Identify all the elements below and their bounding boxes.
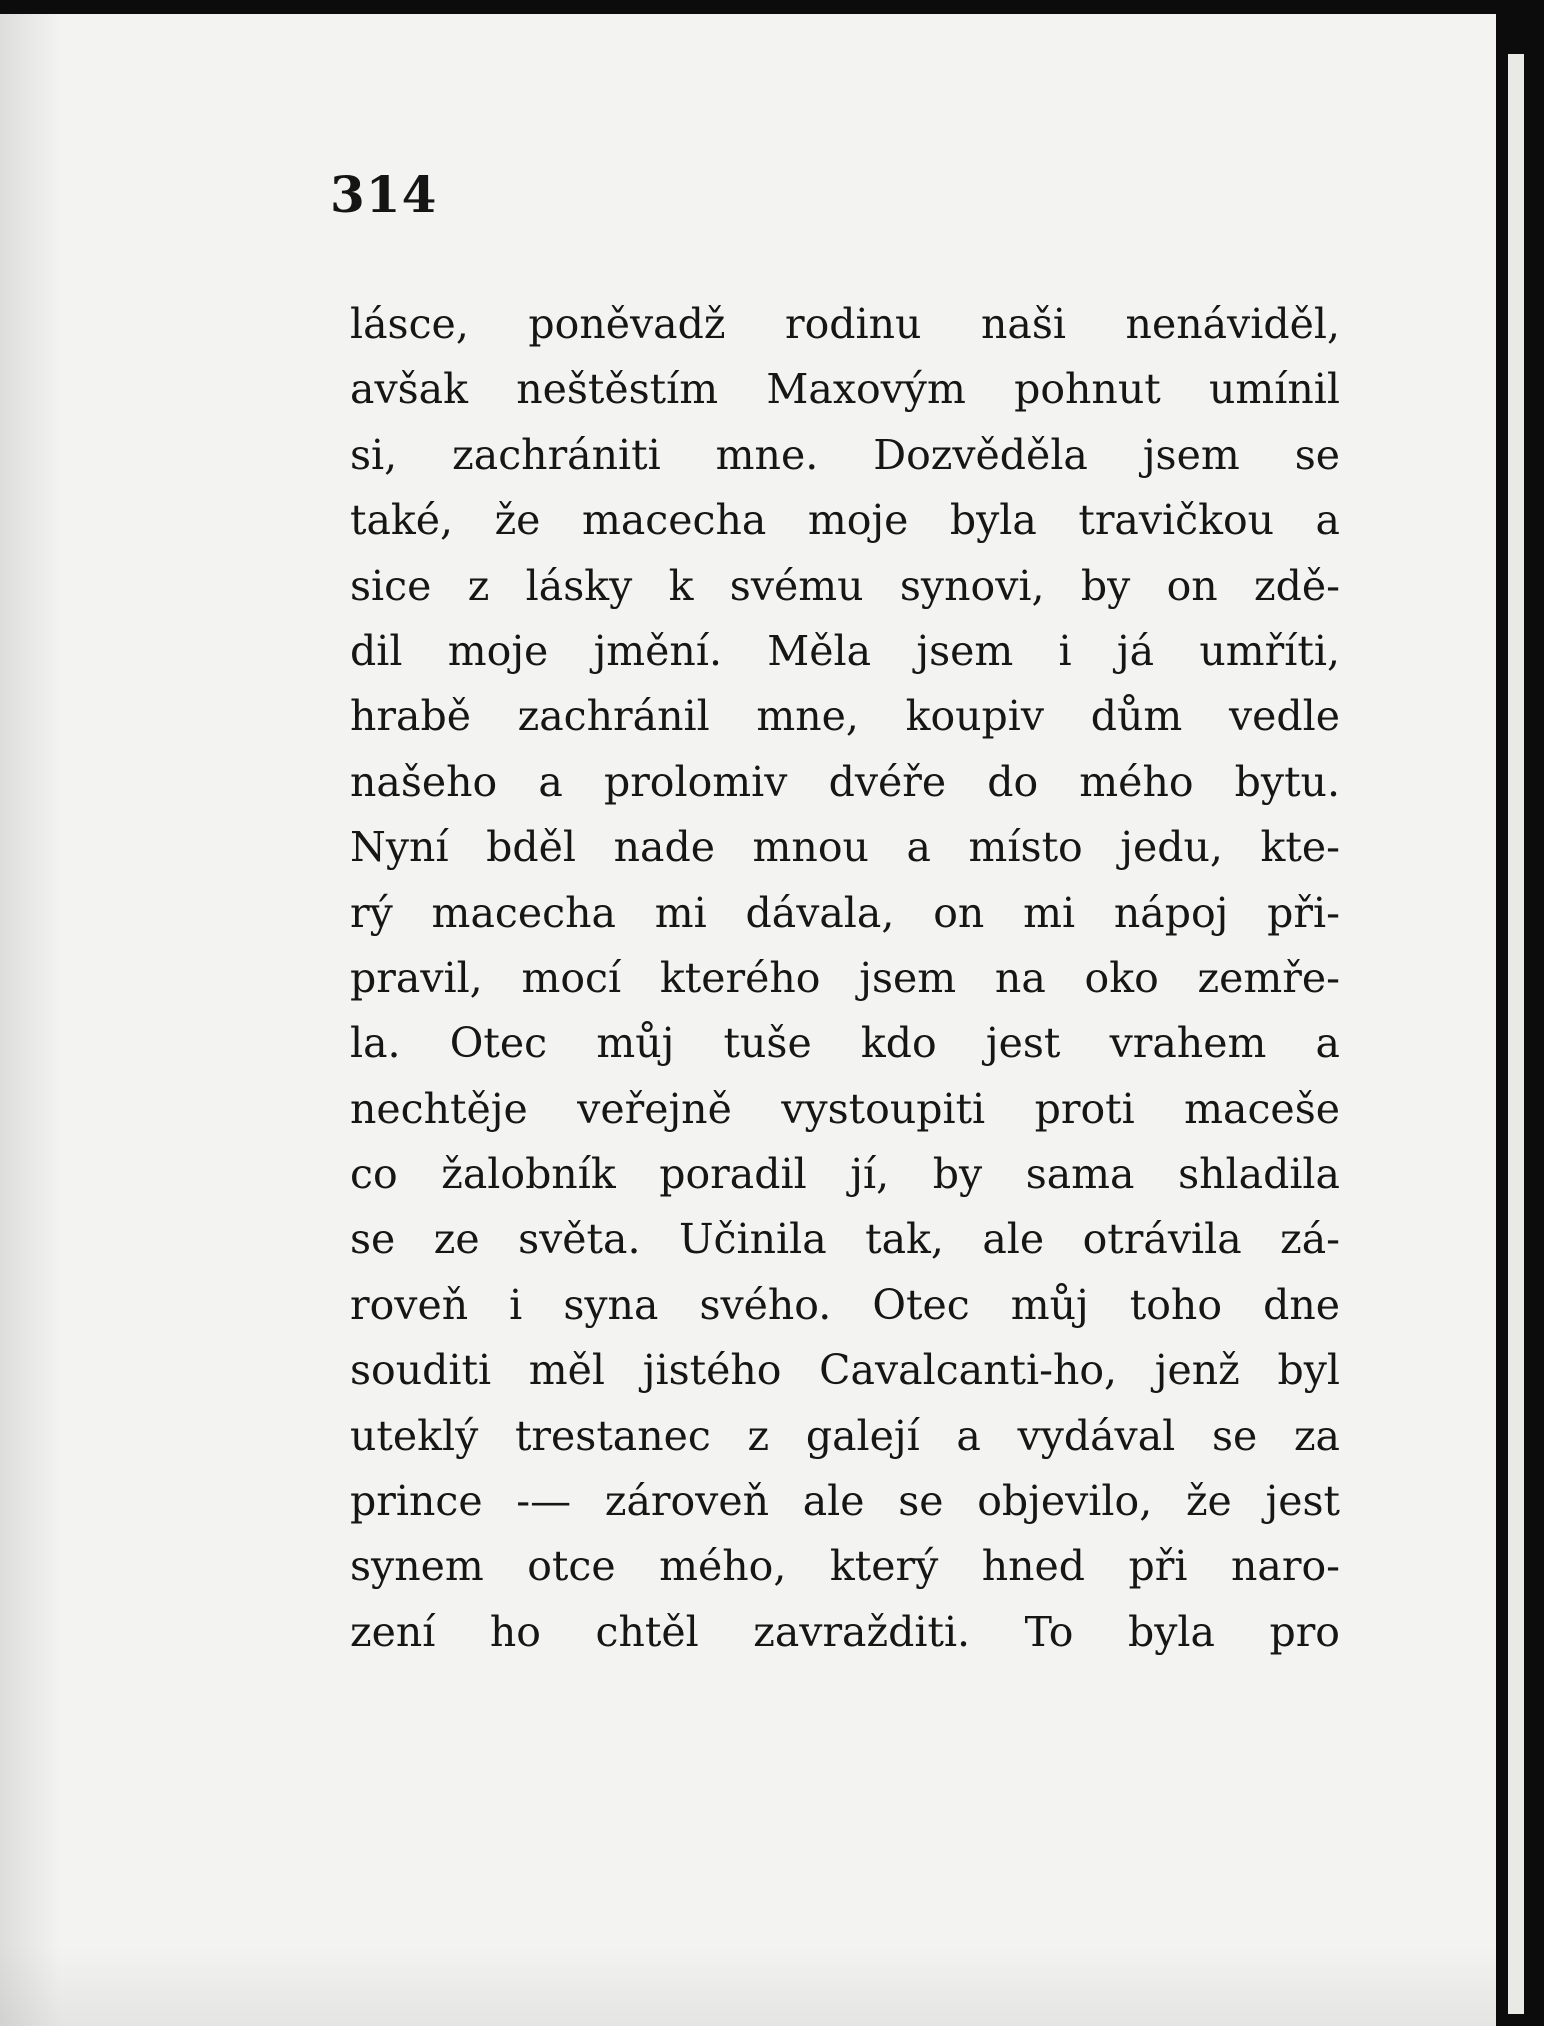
page-number: 314 [330,165,438,224]
text-line: roveň i syna svého. Otec můj toho dne [350,1280,1340,1329]
text-line: prince -— zároveň ale se objevilo, že jest [350,1477,1340,1526]
text-line: hrabě zachránil mne, koupiv dům vedle [350,692,1340,741]
text-line: pravil, mocí kterého jsem na oko zemře- [350,953,1340,1002]
body-text [350,292,1340,1665]
text-line: synem otce mého, který hned při naro- [350,1542,1340,1591]
next-page-edge [1508,54,1524,2014]
text-line: co žalobník poradil jí, by sama shladila [350,1150,1340,1199]
text-line: lásce, poněvadž rodinu naši nenáviděl, [350,300,1340,348]
text-line: se ze světa. Učinila tak, ale otrávila zá- [350,1215,1340,1264]
text-line: našeho a prolomiv dvéře do mého bytu. [350,757,1340,806]
text-line: si, zachrániti mne. Dozvěděla jsem se [350,430,1340,479]
text-line: sice z lásky k svému synovi, by on zdě- [350,561,1340,610]
text-line: souditi měl jistého Cavalcanti-ho, jenž byl [350,1346,1340,1395]
text-line: uteklý trestanec z galejí a vydával se za [350,1411,1340,1460]
book-page [0,14,1496,2026]
text-line: nechtěje veřejně vystoupiti proti maceše [350,1084,1340,1133]
scan-border-right [1496,14,1544,2026]
text-line: rý macecha mi dávala, on mi nápoj při- [350,888,1340,937]
text-line: la. Otec můj tuše kdo jest vrahem a [350,1019,1340,1068]
text-line: zení ho chtěl zavražditi. To byla pro [350,1607,1340,1656]
text-line: Nyní bděl nade mnou a místo jedu, kte- [350,823,1340,872]
text-line: také, že macecha moje byla travičkou a [350,496,1340,545]
text-line: avšak neštěstím Maxovým pohnut umínil [350,365,1340,414]
text-line: dil moje jmění. Měla jsem i já umříti, [350,626,1340,675]
